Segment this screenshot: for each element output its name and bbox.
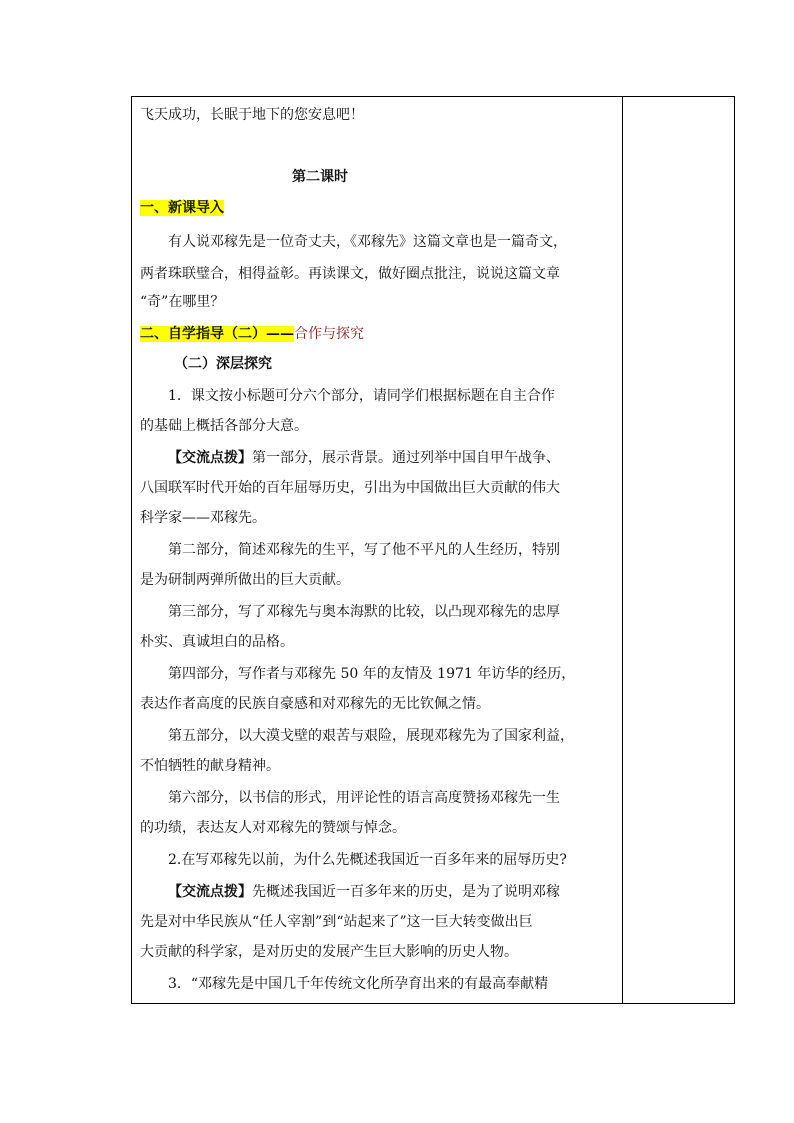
q3-line: 3．“邓稼先是中国几千年传统文化所孕育出来的有最高奉献精 [168,976,549,992]
a1-line-1 [168,449,560,467]
part6-line-2: 的功绩，表达友人对邓稼先的赞颂与悼念。 [140,820,406,836]
a2-line-2: 先是对中华民族从“任人宰割”到“站起来了”这一巨大转变做出巨 [140,914,533,930]
section2-heading-highlight: 二、自学指导（二）—— [140,326,294,342]
content-cell [132,97,622,1003]
part4-line-1: 第四部分，写作者与邓稼先 50 年的友情及 1971 年访华的经历， [168,666,576,682]
a2-line-3: 大贡献的科学家，是对历史的发展产生巨大影响的历史人物。 [140,944,518,960]
part4-line-2: 表达作者高度的民族自豪感和对邓稼先的无比钦佩之情。 [140,696,490,712]
q1-line-1: 1．课文按小标题可分六个部分，请同学们根据标题在自主合作 [168,388,555,404]
section1-line-2: 两者珠联璧合，相得益彰。再读课文，做好圈点批注，说说这篇文章 [140,266,560,282]
part6-line-1: 第六部分，以书信的形式，用评论性的语言高度赞扬邓稼先一生 [168,790,560,806]
section2-heading [140,325,364,343]
answer-tag-2: 【交流点拨】 [168,884,252,900]
part2-line-2: 是为研制两弹所做出的巨大贡献。 [140,572,350,588]
column-divider [622,97,623,1003]
answer-tag: 【交流点拨】 [168,450,252,466]
section1-line-1: 有人说邓稼先是一位奇丈夫，《邓稼先》这篇文章也是一篇奇文， [168,234,567,250]
lesson-plan-table [131,96,735,1004]
section1-heading [140,199,224,217]
section2-heading-rest: 合作与探究 [294,326,364,342]
section1-line-3: “奇”在哪里？ [140,294,225,310]
q1-line-2: 的基础上概括各部分大意。 [140,418,308,434]
a2-line-1 [168,883,560,901]
a1-line-3: 科学家——邓稼先。 [140,510,266,526]
part2-line-1: 第二部分，简述邓稼先的生平，写了他不平凡的人生经历，特别 [168,542,560,558]
a1-line-1-text: 第一部分，展示背景。通过列举中国自甲午战争、 [252,450,560,466]
part5-line-1: 第五部分，以大漠戈壁的艰苦与艰险，展现邓稼先为了国家利益， [168,728,574,744]
section2-subheading: （二）深层探究 [174,356,272,372]
lesson-title: 第二课时 [292,169,348,185]
closing-line: 飞天成功，长眠于地下的您安息吧！ [140,107,364,123]
part3-line-2: 朴实、真诚坦白的品格。 [140,634,294,650]
q2-line: 2.在写邓稼先以前，为什么先概述我国近一百多年来的屈辱历史? [168,852,567,868]
a2-line-1-text: 先概述我国近一百多年来的历史，是为了说明邓稼 [252,884,560,900]
part3-line-1: 第三部分，写了邓稼先与奥本海默的比较，以凸现邓稼先的忠厚 [168,604,560,620]
a1-line-2: 八国联军时代开始的百年屈辱历史，引出为中国做出巨大贡献的伟大 [140,480,560,496]
section1-heading-text: 一、新课导入 [140,200,224,216]
part5-line-2: 不怕牺牲的献身精神。 [140,758,280,774]
